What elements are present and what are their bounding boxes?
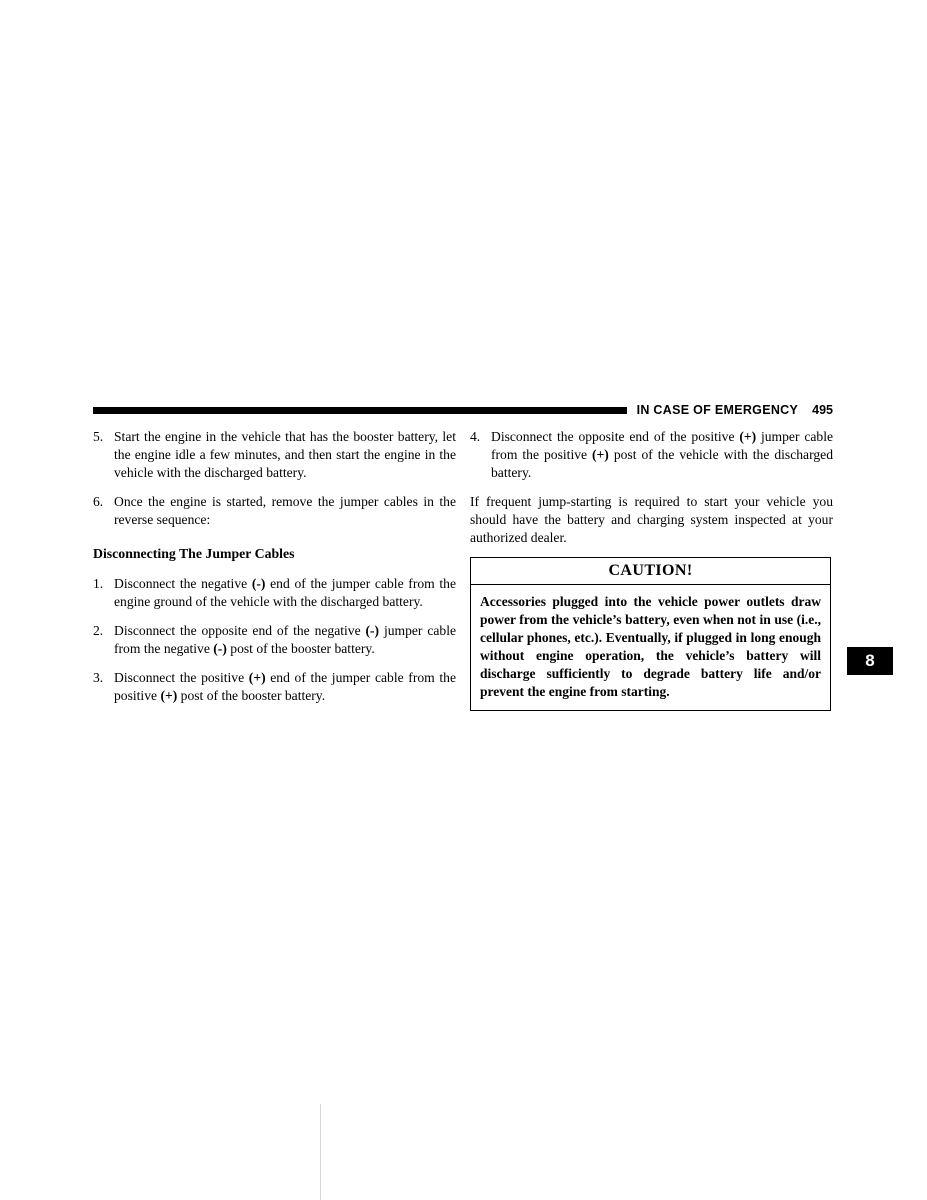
right-column [470,428,833,557]
polarity-sign: (-) [365,622,380,638]
page-edge-artifact [320,1104,321,1200]
list-item-text: Once the engine is started, remove the jumper cables in the reverse sequence: [114,493,456,527]
list-item-text [114,622,456,658]
text-mid: jumper cable from the positive [491,429,834,462]
header-page-number: 495 [812,403,833,417]
text-mid: end of the jumper cable from the positive [114,669,457,703]
text-pre: Disconnect the positive [114,669,249,685]
subheading-disconnecting-jumper-cables: Disconnecting The Jumper Cables [93,545,295,561]
polarity-sign: (+) [248,669,266,685]
list-item-text [114,669,456,705]
polarity-sign: (+) [160,687,178,703]
section-tab-number: 8 [847,647,893,675]
text-pre: Disconnect the opposite end of the positive [491,429,740,444]
polarity-sign: (-) [213,640,227,656]
list-item-text [491,428,833,482]
list-item-number: 6. [93,493,104,509]
caution-title: CAUTION! [471,558,830,585]
list-item [93,493,456,529]
header-rule [93,407,627,414]
page-header [93,400,833,420]
paragraph-frequent-jump-starting: If frequent jump-starting is required to start your vehicle you should have the battery and charging system inspected at your authorized dealer. [470,493,833,545]
caution-body: Accessories plugged into the vehicle power outlets draw power from the vehicle’s battery, even when not in use (i.e., cellular phones, etc.). Eventually, if plugged in long enough without engine operation, the vehicle’s battery will discharge sufficiently to degrade battery life and/or prevent the engine from starting. [480,594,821,699]
list-item-number: 1. [93,575,104,591]
text-post: post of the vehicle with the discharged battery. [491,446,833,480]
list-item [93,669,456,705]
text-mid: jumper cable from the negative [114,622,457,656]
text-pre: Disconnect the negative [114,575,252,591]
left-column [93,428,456,705]
text-pre: Disconnect the opposite end of the negative [114,622,366,638]
list-item-number: 3. [93,669,104,685]
text-post: post of the booster battery. [177,687,326,703]
list-item-text [114,575,456,611]
polarity-sign: (+) [739,429,757,444]
list-item [93,622,456,658]
list-item-number: 2. [93,622,104,638]
list-item [470,428,833,482]
header-section-title: IN CASE OF EMERGENCY [636,403,799,417]
list-item [93,428,456,482]
text-post: end of the jumper cable from the engine ground of the vehicle with the discharged battery. [114,575,457,609]
text-post: post of the booster battery. [226,640,375,656]
caution-box [470,557,831,711]
polarity-sign: (-) [251,575,266,591]
list-item-text: Start the engine in the vehicle that has the booster battery, let the engine idle a few minutes, and then start the engine in the vehicle with the discharged battery. [114,429,456,480]
list-item [93,575,456,611]
list-item-number: 4. [470,429,481,444]
list-item-number: 5. [93,429,104,444]
polarity-sign: (+) [592,446,609,462]
